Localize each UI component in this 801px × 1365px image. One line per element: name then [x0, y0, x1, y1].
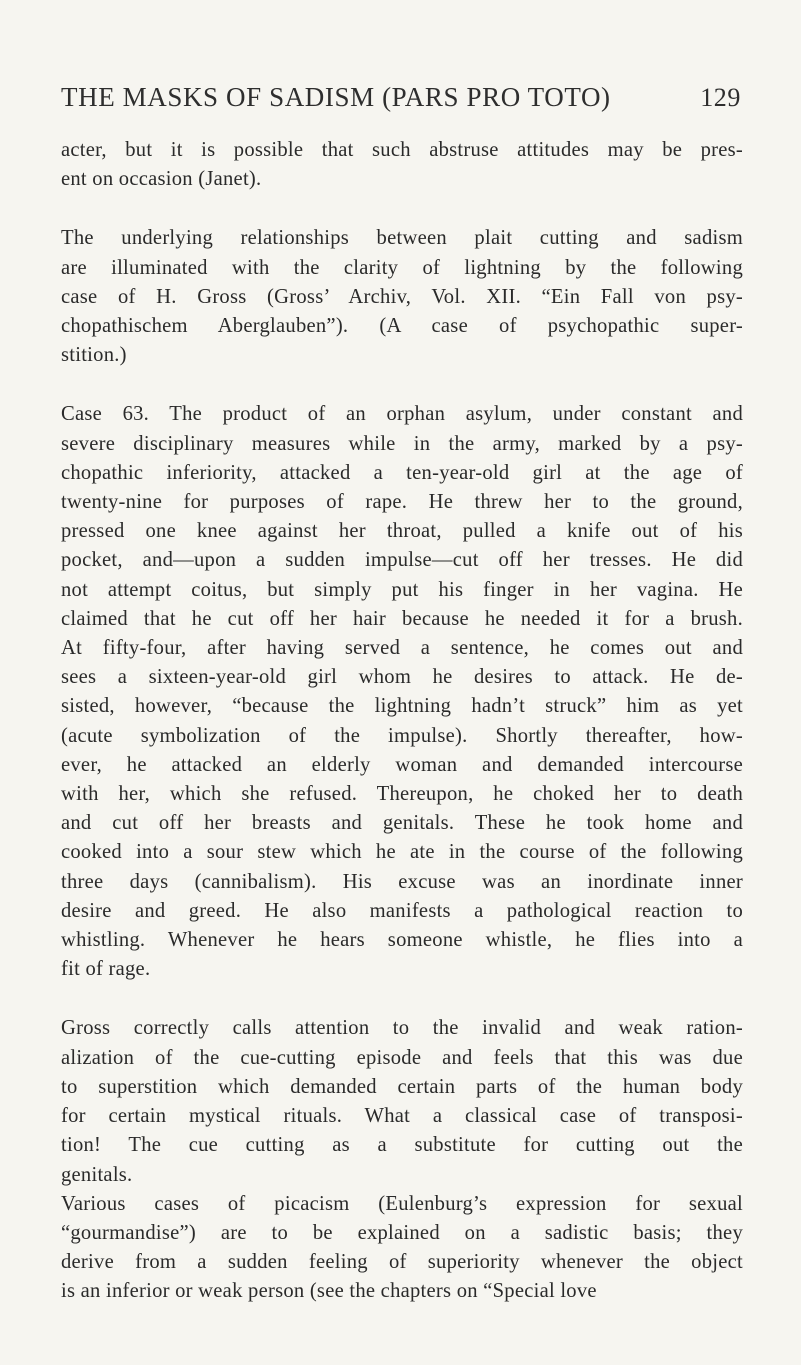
text-line: pocket, and—upon a sudden impulse—cut off her tresses. He did — [61, 549, 743, 572]
text-line: ever, he attacked an elderly woman and demanded intercourse — [61, 753, 743, 776]
text-line: claimed that he cut off her hair because he needed it for a brush. — [61, 607, 743, 630]
text-line: alization of the cue-cutting episode and feels that this was due — [61, 1046, 743, 1069]
text-line: At fifty-four, after having served a sentence, he comes out and — [61, 637, 743, 660]
text-line: sisted, however, “because the lightning hadn’t struck” him as yet — [61, 695, 743, 718]
text-line: twenty-nine for purposes of rape. He threw her to the ground, — [61, 491, 743, 514]
text-line: sees a sixteen-year-old girl whom he desires to attack. He de- — [61, 666, 743, 689]
text-line: fit of rage. — [61, 958, 151, 981]
paragraph-gross-case-intro — [61, 224, 743, 370]
text-line: Case 63. The product of an orphan asylum, under constant and — [61, 403, 743, 426]
text-line: case of H. Gross (Gross’ Archiv, Vol. XII. “Ein Fall von psy- — [61, 285, 743, 308]
text-line: “gourmandise”) are to be explained on a sadistic basis; they — [61, 1221, 743, 1244]
text-line: cooked into a sour stew which he ate in the course of the following — [61, 841, 743, 864]
text-line: chopathischem Aberglauben”). (A case of psychopathic super- — [61, 315, 743, 338]
text-line: whistling. Whenever he hears someone whistle, he flies into a — [61, 929, 743, 952]
text-line: chopathic inferiority, attacked a ten-year-old girl at the age of — [61, 461, 743, 484]
text-line: are illuminated with the clarity of lightning by the following — [61, 256, 743, 279]
paragraph-picacism — [61, 1190, 743, 1307]
body-text — [61, 136, 743, 1307]
text-line: Gross correctly calls attention to the invalid and weak ration- — [61, 1017, 743, 1040]
text-line: pressed one knee against her throat, pulled a knife out of his — [61, 520, 743, 543]
text-line: The underlying relationships between plait cutting and sadism — [61, 227, 743, 250]
paragraph-gross-commentary — [61, 1014, 743, 1189]
text-line: derive from a sudden feeling of superiority whenever the object — [61, 1251, 743, 1274]
text-line: ent on occasion (Janet). — [61, 168, 262, 191]
text-line: acter, but it is possible that such abstruse attitudes may be pres- — [61, 139, 743, 161]
text-line: not attempt coitus, but simply put his finger in her vagina. He — [61, 578, 743, 601]
text-line: genitals. — [61, 1163, 133, 1186]
text-line: (acute symbolization of the impulse). Shortly thereafter, how- — [61, 724, 743, 747]
text-line: Various cases of picacism (Eulenburg’s expression for sexual — [61, 1192, 743, 1215]
text-line: with her, which she refused. Thereupon, he choked her to death — [61, 783, 743, 806]
running-head-title: THE MASKS OF SADISM (PARS PRO TOTO) — [61, 82, 611, 112]
text-line: severe disciplinary measures while in the army, marked by a psy- — [61, 432, 743, 455]
text-line: tion! The cue cutting as a substitute for cutting out the — [61, 1134, 743, 1157]
text-line: desire and greed. He also manifests a pathological reaction to — [61, 899, 743, 922]
page-number: 129 — [700, 83, 741, 112]
paragraph-continuation — [61, 136, 743, 194]
text-line: three days (cannibalism). His excuse was an inordinate inner — [61, 870, 743, 893]
paragraph-case-63 — [61, 400, 743, 984]
text-line: stition.) — [61, 344, 127, 367]
running-head — [61, 82, 741, 113]
text-line: and cut off her breasts and genitals. These he took home and — [61, 812, 743, 835]
text-line: to superstition which demanded certain parts of the human body — [61, 1075, 743, 1098]
text-line: is an inferior or weak person (see the chapters on “Special love — [61, 1280, 597, 1303]
text-line: for certain mystical rituals. What a classical case of transposi- — [61, 1105, 743, 1128]
